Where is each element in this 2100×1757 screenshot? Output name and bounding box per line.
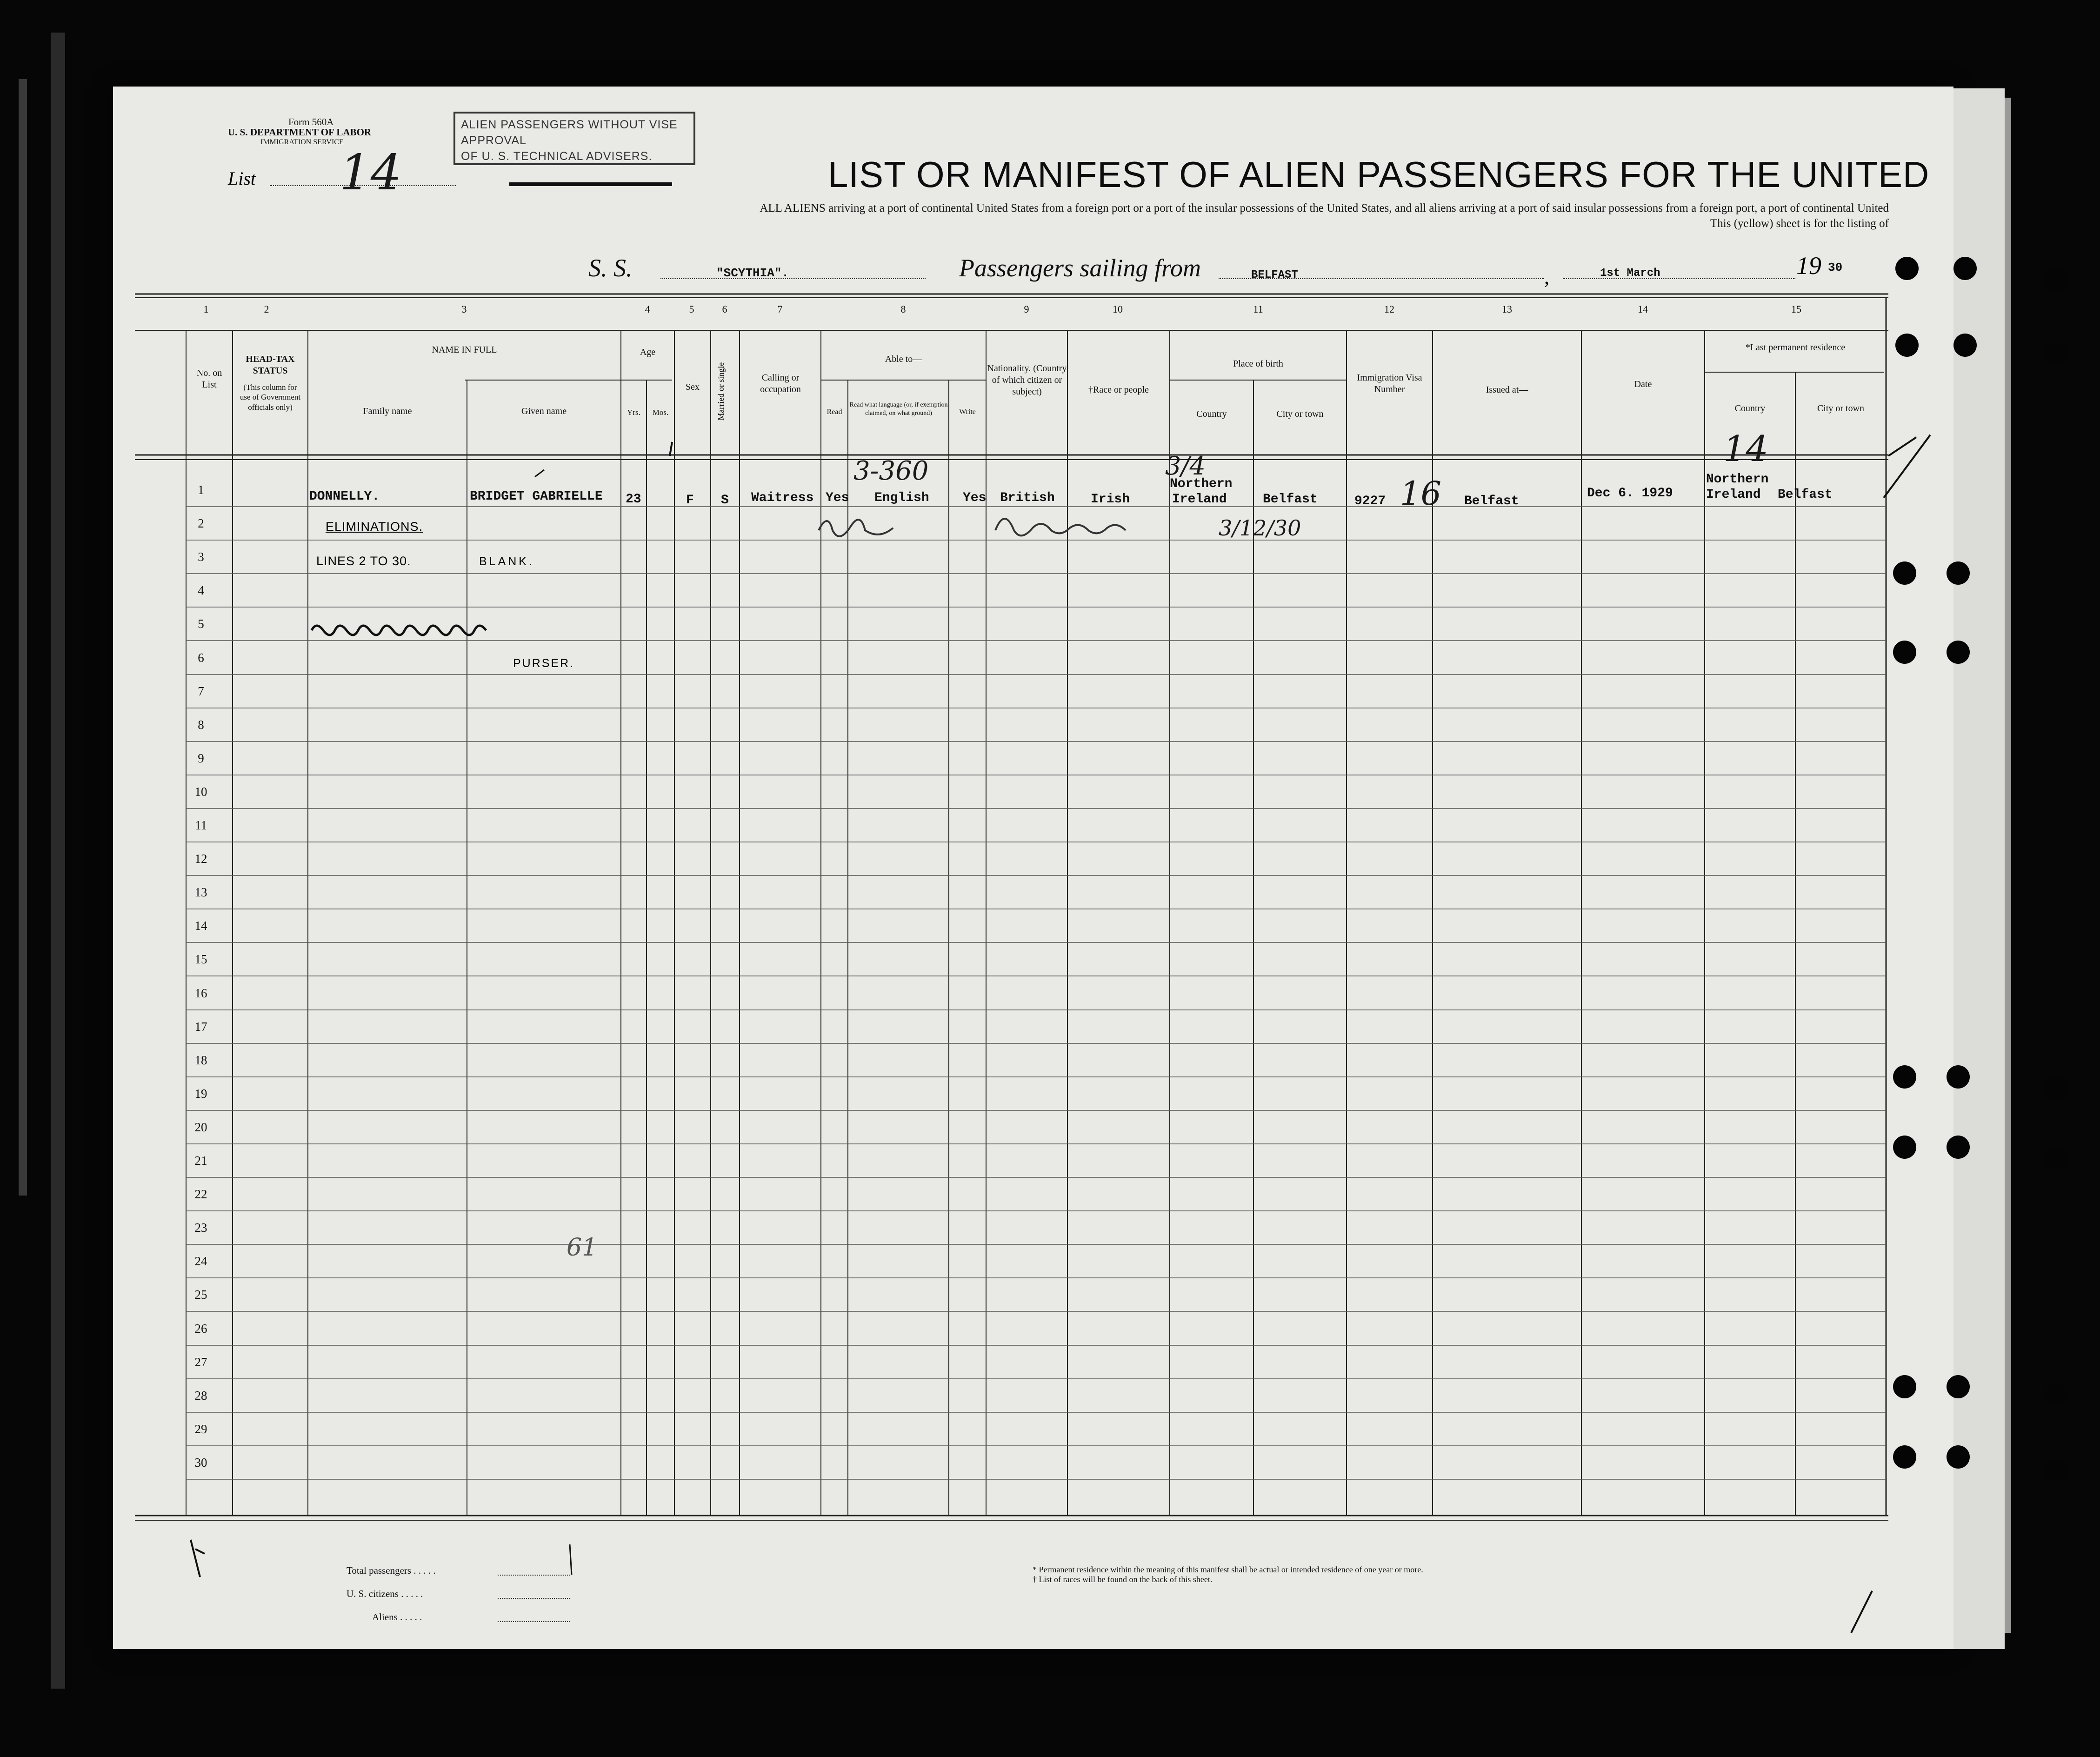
punch-hole <box>1893 1375 1916 1398</box>
header-sex: Sex <box>686 382 700 392</box>
col-num: 6 <box>722 303 727 315</box>
col-num: 4 <box>645 303 650 315</box>
row-number: 9 <box>198 751 204 765</box>
check-mark <box>1884 435 1930 498</box>
row-number: 14 <box>194 919 207 933</box>
row-number: 16 <box>194 986 207 1000</box>
header-date: Date <box>1634 379 1652 389</box>
purser-note: PURSER. <box>513 657 575 670</box>
header-issued-at: Issued at— <box>1486 385 1528 395</box>
col-num: 15 <box>1791 303 1801 315</box>
passenger-res-city: Belfast <box>1778 488 1833 502</box>
header-read-language: Read what language (or, if exemption claimed, on what ground) <box>849 401 948 417</box>
header-family-name: Family name <box>363 406 412 416</box>
list-number: 14 <box>340 144 402 201</box>
punch-hole <box>1947 1065 1970 1089</box>
punch-hole <box>1947 641 1970 664</box>
header-visa: Immigration Visa Number <box>1357 373 1422 394</box>
punch-hole <box>2044 1147 2067 1170</box>
header-read: Read <box>827 408 842 416</box>
punch-hole <box>1895 257 1919 280</box>
header-res-city: City or town <box>1817 403 1865 414</box>
header-no-on-list: No. on List <box>196 368 222 390</box>
footer-aliens: Aliens . . . . . <box>372 1611 422 1623</box>
header-birth-country: Country <box>1196 409 1227 419</box>
punch-hole <box>2044 1077 2067 1100</box>
header-able-to: Able to— <box>885 354 922 364</box>
row-number: 22 <box>194 1187 207 1201</box>
row-number: 2 <box>198 516 204 530</box>
row-number: 21 <box>194 1154 207 1168</box>
punch-hole <box>1947 1136 1970 1159</box>
header-write: Write <box>959 408 976 416</box>
passenger-sex: F <box>686 493 694 508</box>
punch-hole <box>1947 1445 1970 1469</box>
row-number: 3 <box>198 550 204 564</box>
col-num: 9 <box>1024 303 1029 315</box>
row-number: 27 <box>194 1355 207 1369</box>
header-head-tax-note: (This column for use of Government officials only) <box>240 383 301 412</box>
row-number: 23 <box>194 1221 207 1235</box>
header-mos: Mos. <box>652 408 669 417</box>
punch-hole <box>1893 641 1916 664</box>
col-num: 12 <box>1384 303 1394 315</box>
punch-hole <box>1893 1065 1916 1089</box>
col-num: 14 <box>1638 303 1648 315</box>
handwritten-row-number: 3/4 <box>1165 451 1206 481</box>
row-number: 17 <box>194 1020 207 1034</box>
punch-hole <box>1947 1375 1970 1398</box>
passenger-write: Yes <box>963 491 987 505</box>
departure-port: BELFAST <box>1251 269 1298 281</box>
stamp-line-2: OF U. S. TECHNICAL ADVISERS. <box>461 149 653 163</box>
handwritten-date: 3/12/30 <box>1219 515 1301 541</box>
col-num: 8 <box>900 303 906 315</box>
punch-hole <box>2044 267 2067 291</box>
header-res-country: Country <box>1734 403 1766 414</box>
footnote-residence: * Permanent residence within the meaning of this manifest shall be actual or intended residence of one year or more. <box>1033 1565 1423 1574</box>
row-number: 13 <box>194 885 207 899</box>
form-service: IMMIGRATION SERVICE <box>260 138 344 146</box>
punch-hole <box>1895 334 1919 357</box>
row-number: 25 <box>194 1288 207 1302</box>
header-name-in-full: NAME IN FULL <box>432 345 497 355</box>
blank-note: BLANK. <box>479 555 534 568</box>
sailing-label: Passengers sailing from <box>959 254 1201 282</box>
lines-blank-note: LINES 2 TO 30. <box>316 554 411 568</box>
voyage-date: 1st March <box>1600 267 1660 280</box>
header-birth-city: City or town <box>1276 409 1324 419</box>
punch-hole <box>1953 334 1977 357</box>
row-number: 10 <box>194 785 207 799</box>
col-num: 3 <box>461 303 467 315</box>
purser-signature <box>312 626 486 635</box>
ship-name: "SCYTHIA". <box>716 266 789 280</box>
row-number: 28 <box>194 1389 207 1403</box>
punch-hole <box>1893 561 1916 585</box>
inspector-signature-2 <box>995 519 1126 535</box>
row-number: 7 <box>198 684 204 698</box>
passenger-given-name: BRIDGET GABRIELLE <box>470 489 603 504</box>
inspector-signature-1 <box>819 520 893 536</box>
punch-hole <box>1893 1445 1916 1469</box>
punch-hole <box>1953 257 1977 280</box>
footer-aliens-label: Aliens <box>372 1611 398 1623</box>
passenger-read: Yes <box>826 491 849 505</box>
stamp-line-1: ALIEN PASSENGERS WITHOUT VISE APPROVAL <box>461 118 678 147</box>
header-age: Age <box>640 347 656 357</box>
header-last-residence: *Last permanent residence <box>1745 342 1846 353</box>
row-number: 6 <box>198 651 204 665</box>
check-mark <box>670 442 672 456</box>
margin-mark <box>191 1540 205 1577</box>
handwritten-3360: 3-360 <box>853 456 929 486</box>
footnote-races: † List of races will be found on the back of this sheet. <box>1033 1575 1213 1584</box>
row-number: 20 <box>194 1120 207 1134</box>
row-number: 18 <box>194 1053 207 1067</box>
row-number: 1 <box>198 483 204 497</box>
year-suffix: 30 <box>1828 261 1843 274</box>
eliminations-note: ELIMINATIONS. <box>326 520 423 534</box>
header-head-tax: HEAD-TAX STATUS <box>246 354 295 376</box>
row-number: 5 <box>198 617 204 631</box>
row-number: 11 <box>195 818 207 832</box>
row-number: 29 <box>194 1422 207 1436</box>
passenger-res-country-2: Ireland <box>1706 488 1761 502</box>
passenger-married: S <box>721 493 729 508</box>
header-given-name: Given name <box>521 406 567 416</box>
row-number: 8 <box>198 718 204 732</box>
row-number: 12 <box>194 852 207 866</box>
header-married: Married or single <box>716 362 726 421</box>
ss-label: S. S. <box>588 254 633 282</box>
passenger-birth-city: Belfast <box>1263 492 1318 507</box>
form-number: Form 560A <box>288 116 334 127</box>
passenger-language: English <box>874 491 929 505</box>
punch-hole <box>2044 1458 2067 1482</box>
header-calling: Calling or occupation <box>760 373 801 394</box>
year-prefix: 19 <box>1796 252 1821 280</box>
footer-tick <box>1851 1591 1872 1633</box>
subtitle-line-2: This (yellow) sheet is for the listing of <box>1710 217 1889 230</box>
row-number: 26 <box>194 1322 207 1336</box>
row-number: 24 <box>194 1254 207 1268</box>
handwritten-16: 16 <box>1400 474 1442 513</box>
col-num: 1 <box>203 303 209 315</box>
footer-citizens-label: U. S. citizens <box>347 1588 399 1599</box>
passenger-birth-country-1: Northern <box>1170 477 1233 491</box>
footer-citizens: U. S. citizens . . . . . <box>347 1588 423 1599</box>
passenger-res-country-1: Northern <box>1706 472 1769 487</box>
col-num: 13 <box>1502 303 1512 315</box>
col-num: 10 <box>1113 303 1123 315</box>
header-race: †Race or people <box>1088 385 1149 395</box>
subtitle-line-1: ALL ALIENS arriving at a port of continental United States from a foreign port or a port of the insular possessions of the United States, and all aliens arriving at a port of said insular possessions from a foreign port, a port of continental United <box>760 202 1889 214</box>
passenger-race: Irish <box>1091 492 1130 507</box>
handwritten-14: 14 <box>1723 428 1768 469</box>
col-num: 5 <box>689 303 694 315</box>
form-department: U. S. DEPARTMENT OF LABOR <box>228 127 372 138</box>
punch-hole <box>1947 561 1970 585</box>
check-mark <box>535 470 544 477</box>
handwritten-61: 61 <box>567 1234 598 1262</box>
header-place-of-birth: Place of birth <box>1233 359 1283 369</box>
passenger-birth-country-2: Ireland <box>1172 492 1227 507</box>
passenger-nationality: British <box>1000 491 1055 505</box>
header-nationality: Nationality. (Country of which citizen or subject) <box>987 363 1067 397</box>
row-number: 19 <box>194 1087 207 1101</box>
list-label: List <box>228 168 256 189</box>
footer-total-label: Total passengers <box>347 1565 412 1576</box>
passenger-family-name: DONNELLY. <box>309 489 380 504</box>
aliens-blank <box>498 1621 570 1622</box>
passenger-issued-at: Belfast <box>1464 494 1519 508</box>
footer-tick <box>570 1544 572 1575</box>
passenger-visa-date: Dec 6. 1929 <box>1587 486 1673 501</box>
citizens-blank <box>498 1598 570 1599</box>
row-number: 15 <box>194 952 207 966</box>
header-yrs: Yrs. <box>627 408 640 417</box>
passenger-visa: 9227 <box>1354 494 1386 508</box>
page-title: LIST OR MANIFEST OF ALIEN PASSENGERS FOR THE UNITED <box>828 154 1930 195</box>
passenger-age: 23 <box>626 492 641 507</box>
comma: , <box>1544 266 1549 288</box>
row-number: 30 <box>194 1456 207 1470</box>
passenger-occupation: Waitress <box>751 491 814 505</box>
col-num: 2 <box>264 303 269 315</box>
col-num: 11 <box>1253 303 1263 315</box>
row-number: 4 <box>198 583 204 597</box>
footer-total: Total passengers . . . . . <box>347 1565 436 1576</box>
punch-hole <box>2044 1384 2067 1407</box>
col-num: 7 <box>777 303 783 315</box>
total-blank <box>498 1575 570 1576</box>
punch-hole <box>2044 342 2067 365</box>
punch-hole <box>1893 1136 1916 1159</box>
